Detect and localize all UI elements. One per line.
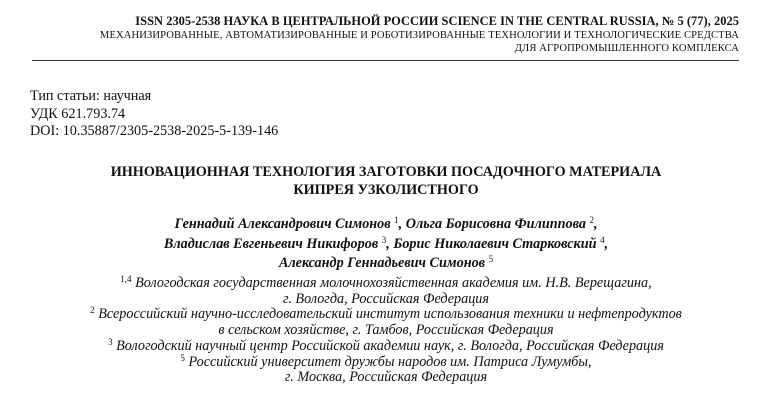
section-title-line-2: ДЛЯ АГРОПРОМЫШЛЕННОГО КОМПЛЕКСА — [514, 43, 739, 54]
author-affiliation-mark: 4 — [600, 234, 605, 245]
author-name: Борис Николаевич Старковский — [393, 235, 597, 252]
authors-line-2 — [0, 235, 772, 255]
affiliation-mark: 5 — [180, 352, 185, 363]
author-separator: , — [594, 216, 598, 232]
affiliation-line — [0, 352, 772, 371]
title-line-2: КИПРЕЯ УЗКОЛИСТНОГО — [293, 181, 479, 198]
affiliation-line — [0, 307, 772, 323]
affiliation-mark: 2 — [90, 305, 95, 316]
author-name: Ольга Борисовна Филиппова — [405, 216, 586, 232]
author-separator: , — [398, 216, 406, 232]
udc-code: УДК 621.793.74 — [30, 105, 126, 122]
affiliation-line — [0, 276, 772, 292]
affiliation-text: Вологодская государственная молочнохозяйственная академия им. Н.В. Верещагина, — [135, 275, 652, 291]
affiliation-text: Российский университет дружбы народов им. Патриса Лумумбы, — [188, 353, 592, 370]
article-meta — [30, 88, 278, 141]
affiliation-mark: 1,4 — [120, 274, 132, 284]
running-header — [0, 14, 739, 55]
authors-line-3 — [0, 254, 772, 274]
author-affiliation-mark: 3 — [381, 234, 387, 245]
affiliation-line: г. Вологда, Российская Федерация — [282, 290, 489, 307]
author-list — [0, 215, 772, 274]
affiliation-line: г. Москва, Российская Федерация — [284, 369, 488, 386]
author-name: Геннадий Александрович Симонов — [174, 216, 391, 232]
journal-issn-line: ISSN 2305-2538 НАУКА В ЦЕНТРАЛЬНОЙ РОССИИ SCIENCE IN THE CENTRAL RUSSIA, № 5 (77), 2025 — [135, 14, 739, 28]
author-affiliation-mark: 1 — [394, 215, 399, 225]
title-line-1: ИННОВАЦИОННАЯ ТЕХНОЛОГИЯ ЗАГОТОВКИ ПОСАДОЧНОГО МАТЕРИАЛА — [110, 164, 662, 180]
section-title-line-1: МЕХАНИЗИРОВАННЫЕ, АВТОМАТИЗИРОВАННЫЕ И РОБОТИЗИРОВАННЫЕ ТЕХНОЛОГИИ И ТЕХНОЛОГИЧЕСКИЕ СРЕДСТВА — [99, 30, 739, 41]
doi: DOI: 10.35887/2305-2538-2025-5-139-146 — [30, 123, 279, 139]
author-separator: , — [386, 235, 394, 252]
affiliation-line: в сельском хозяйстве, г. Тамбов, Российская Федерация — [218, 322, 554, 339]
author-affiliation-mark: 5 — [488, 254, 494, 264]
affiliation-text: Вологодский научный центр Российской академии наук, г. Вологда, Российская Федерация — [116, 337, 664, 354]
affiliation-line — [0, 336, 772, 355]
author-separator: , — [604, 235, 609, 252]
affiliation-list — [0, 276, 772, 386]
author-affiliation-mark: 2 — [589, 215, 595, 225]
article-title — [0, 164, 772, 199]
article-type: Тип статьи: научная — [30, 88, 152, 104]
authors-line-1 — [0, 215, 772, 235]
author-name: Владислав Евгеньевич Никифоров — [163, 235, 379, 252]
author-name: Александр Геннадьевич Симонов — [278, 255, 486, 271]
header-divider — [32, 60, 739, 61]
affiliation-text: Всероссийский научно-исследовательский институт использования техники и нефтепродуктов — [98, 306, 682, 323]
affiliation-mark: 3 — [108, 336, 113, 347]
